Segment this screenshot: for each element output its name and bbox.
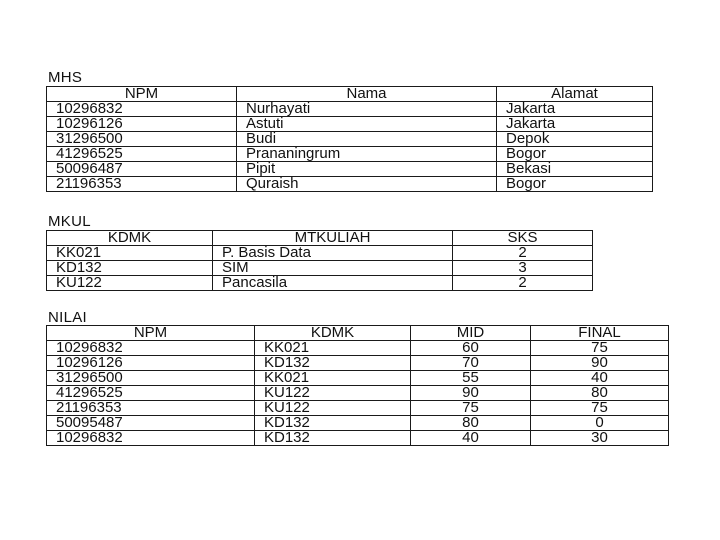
cell-kdmk: KK021 xyxy=(255,371,411,386)
cell-mid: 80 xyxy=(411,416,531,431)
mkul-table-title: MKUL xyxy=(48,213,91,230)
column-header-npm: NPM xyxy=(47,87,237,102)
cell-npm: 10296126 xyxy=(47,356,255,371)
cell-kdmk: KU122 xyxy=(47,276,213,291)
cell-mid: 60 xyxy=(411,341,531,356)
cell-mtkuliah: SIM xyxy=(213,261,453,276)
table-row xyxy=(47,147,653,162)
table-row xyxy=(47,431,669,446)
table-header-row xyxy=(47,87,653,102)
table-row xyxy=(47,416,669,431)
nilai-table-title: NILAI xyxy=(48,309,88,326)
table-row xyxy=(47,371,669,386)
column-header-kdmk: KDMK xyxy=(47,231,213,246)
column-header-alamat: Alamat xyxy=(497,87,653,102)
cell-alamat: Bogor xyxy=(497,147,653,162)
cell-npm: 10296832 xyxy=(47,341,255,356)
cell-final: 40 xyxy=(531,371,669,386)
table-header-row xyxy=(47,326,669,341)
table-row xyxy=(47,102,653,117)
cell-sks: 2 xyxy=(453,246,593,261)
table-row xyxy=(47,401,669,416)
cell-final: 0 xyxy=(531,416,669,431)
mkul-table xyxy=(46,230,593,291)
column-header-final: FINAL xyxy=(531,326,669,341)
cell-kdmk: KK021 xyxy=(47,246,213,261)
cell-kdmk: KU122 xyxy=(255,401,411,416)
cell-final: 80 xyxy=(531,386,669,401)
cell-mid: 75 xyxy=(411,401,531,416)
cell-npm: 50096487 xyxy=(47,162,237,177)
cell-npm: 41296525 xyxy=(47,147,237,162)
cell-npm: 10296126 xyxy=(47,117,237,132)
table-row xyxy=(47,246,593,261)
cell-sks: 3 xyxy=(453,261,593,276)
table-row xyxy=(47,132,653,147)
nilai-table xyxy=(46,325,669,446)
cell-mid: 90 xyxy=(411,386,531,401)
table-row xyxy=(47,356,669,371)
cell-kdmk: KU122 xyxy=(255,386,411,401)
table-row xyxy=(47,276,593,291)
cell-alamat: Bogor xyxy=(497,177,653,192)
cell-final: 75 xyxy=(531,341,669,356)
cell-nama: Quraish xyxy=(237,177,497,192)
cell-alamat: Bekasi xyxy=(497,162,653,177)
cell-npm: 41296525 xyxy=(47,386,255,401)
table-row xyxy=(47,177,653,192)
cell-npm: 21196353 xyxy=(47,177,237,192)
cell-final: 30 xyxy=(531,431,669,446)
cell-kdmk: KD132 xyxy=(255,356,411,371)
column-header-nama: Nama xyxy=(237,87,497,102)
table-row xyxy=(47,162,653,177)
cell-final: 75 xyxy=(531,401,669,416)
cell-npm: 50095487 xyxy=(47,416,255,431)
table-row xyxy=(47,341,669,356)
table-row xyxy=(47,117,653,132)
cell-mtkuliah: Pancasila xyxy=(213,276,453,291)
cell-alamat: Jakarta xyxy=(497,102,653,117)
cell-npm: 31296500 xyxy=(47,371,255,386)
cell-nama: Pipit xyxy=(237,162,497,177)
column-header-kdmk: KDMK xyxy=(255,326,411,341)
column-header-mid: MID xyxy=(411,326,531,341)
cell-mid: 55 xyxy=(411,371,531,386)
cell-nama: Astuti xyxy=(237,117,497,132)
cell-nama: Nurhayati xyxy=(237,102,497,117)
cell-alamat: Jakarta xyxy=(497,117,653,132)
column-header-npm: NPM xyxy=(47,326,255,341)
mhs-table xyxy=(46,86,653,192)
cell-final: 90 xyxy=(531,356,669,371)
cell-mtkuliah: P. Basis Data xyxy=(213,246,453,261)
cell-npm: 31296500 xyxy=(47,132,237,147)
table-header-row xyxy=(47,231,593,246)
table-row xyxy=(47,261,593,276)
cell-npm: 21196353 xyxy=(47,401,255,416)
column-header-mtkuliah: MTKULIAH xyxy=(213,231,453,246)
cell-nama: Budi xyxy=(237,132,497,147)
cell-kdmk: KD132 xyxy=(47,261,213,276)
cell-npm: 10296832 xyxy=(47,431,255,446)
cell-sks: 2 xyxy=(453,276,593,291)
cell-mid: 70 xyxy=(411,356,531,371)
cell-npm: 10296832 xyxy=(47,102,237,117)
cell-alamat: Depok xyxy=(497,132,653,147)
mhs-table-title: MHS xyxy=(48,69,83,86)
cell-kdmk: KD132 xyxy=(255,416,411,431)
cell-kdmk: KD132 xyxy=(255,431,411,446)
cell-nama: Prananingrum xyxy=(237,147,497,162)
cell-kdmk: KK021 xyxy=(255,341,411,356)
cell-mid: 40 xyxy=(411,431,531,446)
column-header-sks: SKS xyxy=(453,231,593,246)
table-row xyxy=(47,386,669,401)
